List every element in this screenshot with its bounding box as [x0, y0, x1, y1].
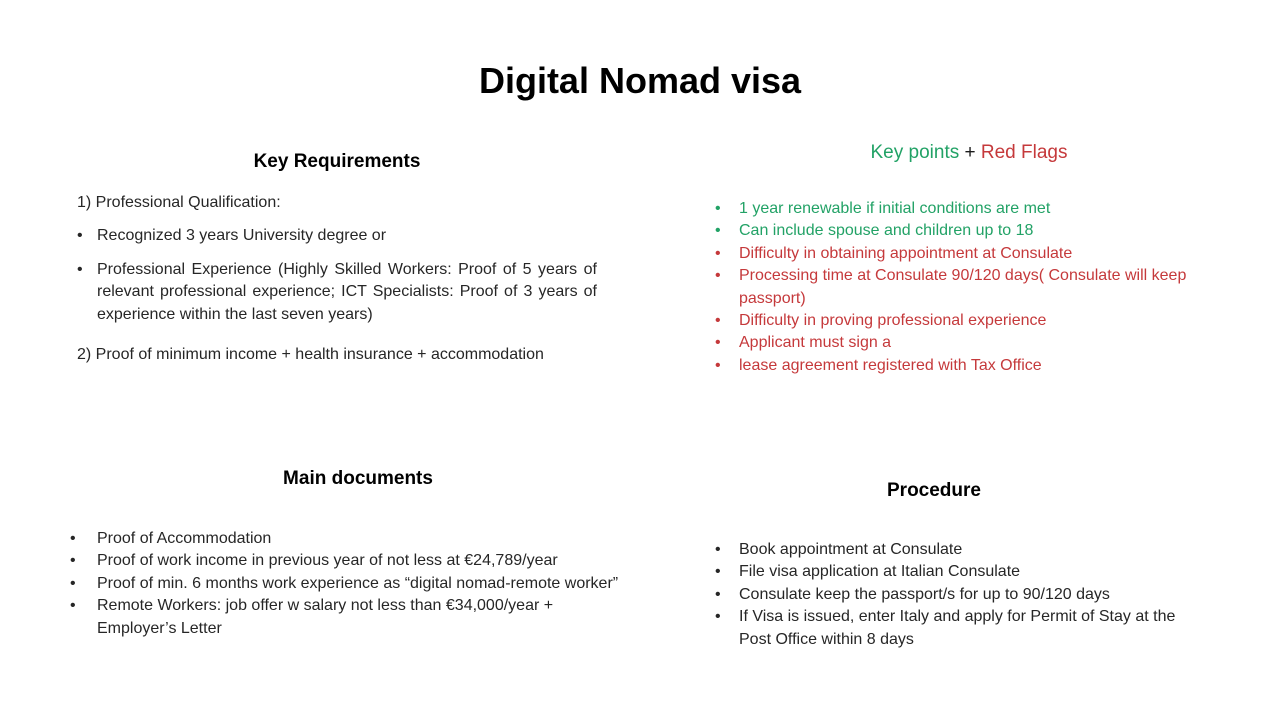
list-item-red-flag: • Difficulty in obtaining appointment at Consulate [713, 243, 1225, 265]
heading-key-points: Key points [870, 142, 960, 163]
key-points-list [713, 198, 1225, 377]
list-item-key-point: • Can include spouse and children up to 18 [713, 220, 1225, 242]
key-requirements-list [77, 225, 597, 326]
list-item-red-flag: • Difficulty in proving professional experience [713, 310, 1225, 332]
list-item: • Book appointment at Consulate [713, 539, 1193, 561]
list-item: • Proof of min. 6 months work experience as “digital nomad-remote worker” [68, 573, 628, 595]
list-item: • Remote Workers: job offer w salary not less than €34,000/year + Employer’s Letter [68, 595, 628, 640]
numbered-item-proof-of-income: 2) Proof of minimum income + health insurance + accommodation [77, 346, 544, 364]
heading-plus-sign: + [959, 142, 981, 163]
section-procedure [713, 479, 1193, 651]
numbered-item-professional-qualification: 1) Professional Qualification: [77, 194, 281, 211]
list-item: • File visa application at Italian Consulate [713, 561, 1193, 583]
list-item-red-flag: • lease agreement registered with Tax Office [713, 355, 1225, 377]
list-item: • If Visa is issued, enter Italy and apply for Permit of Stay at the Post Office within 8 days [713, 606, 1193, 651]
list-item: • Professional Experience (Highly Skilled Workers: Proof of 5 years of relevant professional experience; ICT Specialists: Proof of 3 years of experience within the last seven years) [77, 259, 597, 326]
list-item: • Proof of work income in previous year of not less at €24,789/year [68, 550, 628, 572]
key-requirements-heading: Key Requirements [253, 151, 421, 172]
list-item: • Recognized 3 years University degree or [77, 225, 597, 247]
procedure-heading: Procedure [887, 480, 981, 501]
list-item-key-point: • 1 year renewable if initial conditions are met [713, 198, 1225, 220]
main-documents-list [68, 528, 628, 640]
heading-red-flags: Red Flags [980, 142, 1068, 163]
key-points-heading [713, 141, 1225, 165]
list-item-red-flag: • Applicant must sign a [713, 332, 1225, 354]
section-key-points-red-flags [713, 141, 1225, 377]
main-documents-heading: Main documents [283, 468, 433, 489]
procedure-list [713, 539, 1193, 651]
section-key-requirements [77, 150, 597, 366]
section-main-documents [68, 467, 628, 640]
list-item-red-flag: • Processing time at Consulate 90/120 days( Consulate will keep passport) [713, 265, 1225, 310]
list-item: • Consulate keep the passport/s for up to 90/120 days [713, 584, 1193, 606]
slide-title: Digital Nomad visa [478, 60, 802, 101]
list-item: • Proof of Accommodation [68, 528, 628, 550]
